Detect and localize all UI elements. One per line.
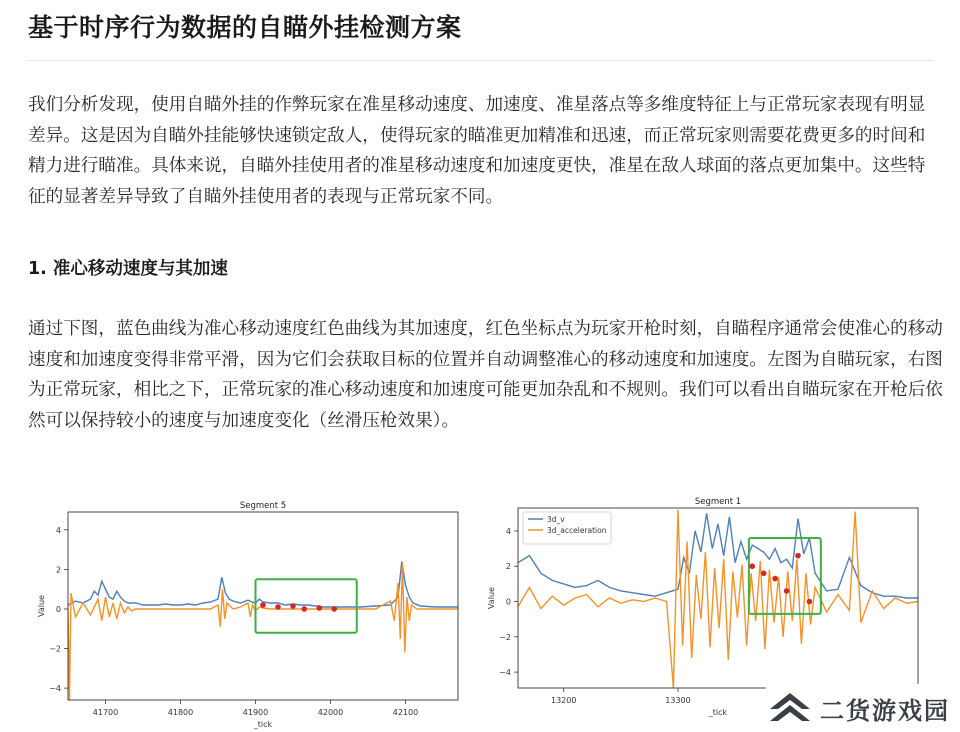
x-tick-label: 41800 bbox=[167, 708, 194, 717]
x-tick-label: 42100 bbox=[392, 708, 419, 717]
shot-point bbox=[807, 599, 813, 605]
shot-point bbox=[301, 606, 307, 612]
watermark-text: 二货游戏园 bbox=[820, 696, 950, 725]
x-tick-label: 13300 bbox=[665, 696, 691, 705]
y-tick-label: 2 bbox=[55, 565, 61, 575]
shot-point bbox=[784, 588, 790, 594]
legend-label: 3d_acceleration bbox=[547, 526, 607, 535]
shot-point bbox=[749, 563, 755, 569]
shot-point bbox=[260, 602, 266, 608]
velocity-line bbox=[68, 562, 458, 608]
shot-point bbox=[772, 576, 778, 582]
watermark-logo-icon bbox=[766, 689, 814, 727]
shot-point bbox=[331, 606, 337, 612]
article-title: 基于时序行为数据的自瞄外挂检测方案 bbox=[28, 13, 462, 42]
legend-label: 3d_v bbox=[547, 515, 565, 524]
x-axis-label: _tick bbox=[253, 720, 273, 729]
figure-description-paragraph: 通过下图，蓝色曲线为准心移动速度红色曲线为其加速度，红色坐标点为玩家开枪时刻，自瞄程序通常会使准心的移动速度和加速度变得非常平滑，因为它们会获取目标的位置并自动调整准心的移动速度和加速度。左图为自瞄玩家，右图为正常玩家，相比之下，正常玩家的准心移动速度和加速度可能更加杂乱和不规则。我们可以看出自瞄玩家在开枪后依然可以保持较小的速度与加速度变化（丝滑压枪效果）。 bbox=[28, 319, 943, 431]
y-tick-label: 4 bbox=[55, 525, 61, 535]
y-tick-label: −2 bbox=[499, 632, 511, 642]
intro-paragraph: 我们分析发现，使用自瞄外挂的作弊玩家在准星移动速度、加速度、准星落点等多维度特征上与正常玩家表现有明显差异。这是因为自瞄外挂能够快速锁定敌人，使得玩家的瞄准更加精准和迅速，而正常玩家则需要花费更多的时间和精力进行瞄准。具体来说，自瞄外挂使用者的准星移动速度和加速度更快，准星在敌人球面的落点更加集中。这些特征的显著差异导致了自瞄外挂使用者的表现与正常玩家不同。 bbox=[28, 95, 926, 207]
chart-title: Segment 5 bbox=[239, 501, 287, 511]
shot-point bbox=[290, 603, 296, 609]
title-divider bbox=[28, 60, 934, 61]
x-tick-label: 13200 bbox=[550, 696, 577, 705]
shot-point bbox=[316, 605, 322, 611]
shot-point bbox=[275, 604, 281, 610]
x-tick-label: 41700 bbox=[92, 708, 119, 717]
y-tick-label: −4 bbox=[499, 668, 511, 678]
shot-point bbox=[761, 570, 767, 576]
y-tick-label: 0 bbox=[505, 597, 511, 607]
y-tick-label: −2 bbox=[49, 644, 61, 654]
chart-title: Segment 1 bbox=[694, 497, 742, 507]
x-tick-label: 42000 bbox=[317, 708, 344, 717]
chart-segment-5-svg bbox=[28, 490, 468, 732]
y-axis-label: Value bbox=[37, 595, 46, 617]
chart-segment-5 bbox=[28, 490, 468, 732]
x-tick-label: 41900 bbox=[242, 708, 269, 717]
section-heading: 1. 准心移动速度与其加速 bbox=[28, 259, 228, 279]
y-tick-label: 0 bbox=[55, 604, 61, 614]
x-axis-label: _tick bbox=[708, 708, 728, 717]
shot-point bbox=[795, 553, 801, 559]
y-axis-label: Value bbox=[487, 587, 496, 609]
y-tick-label: −4 bbox=[49, 684, 61, 694]
watermark bbox=[766, 684, 960, 732]
highlight-box bbox=[256, 579, 357, 632]
y-tick-label: 2 bbox=[505, 562, 511, 572]
y-tick-label: 4 bbox=[505, 526, 511, 536]
